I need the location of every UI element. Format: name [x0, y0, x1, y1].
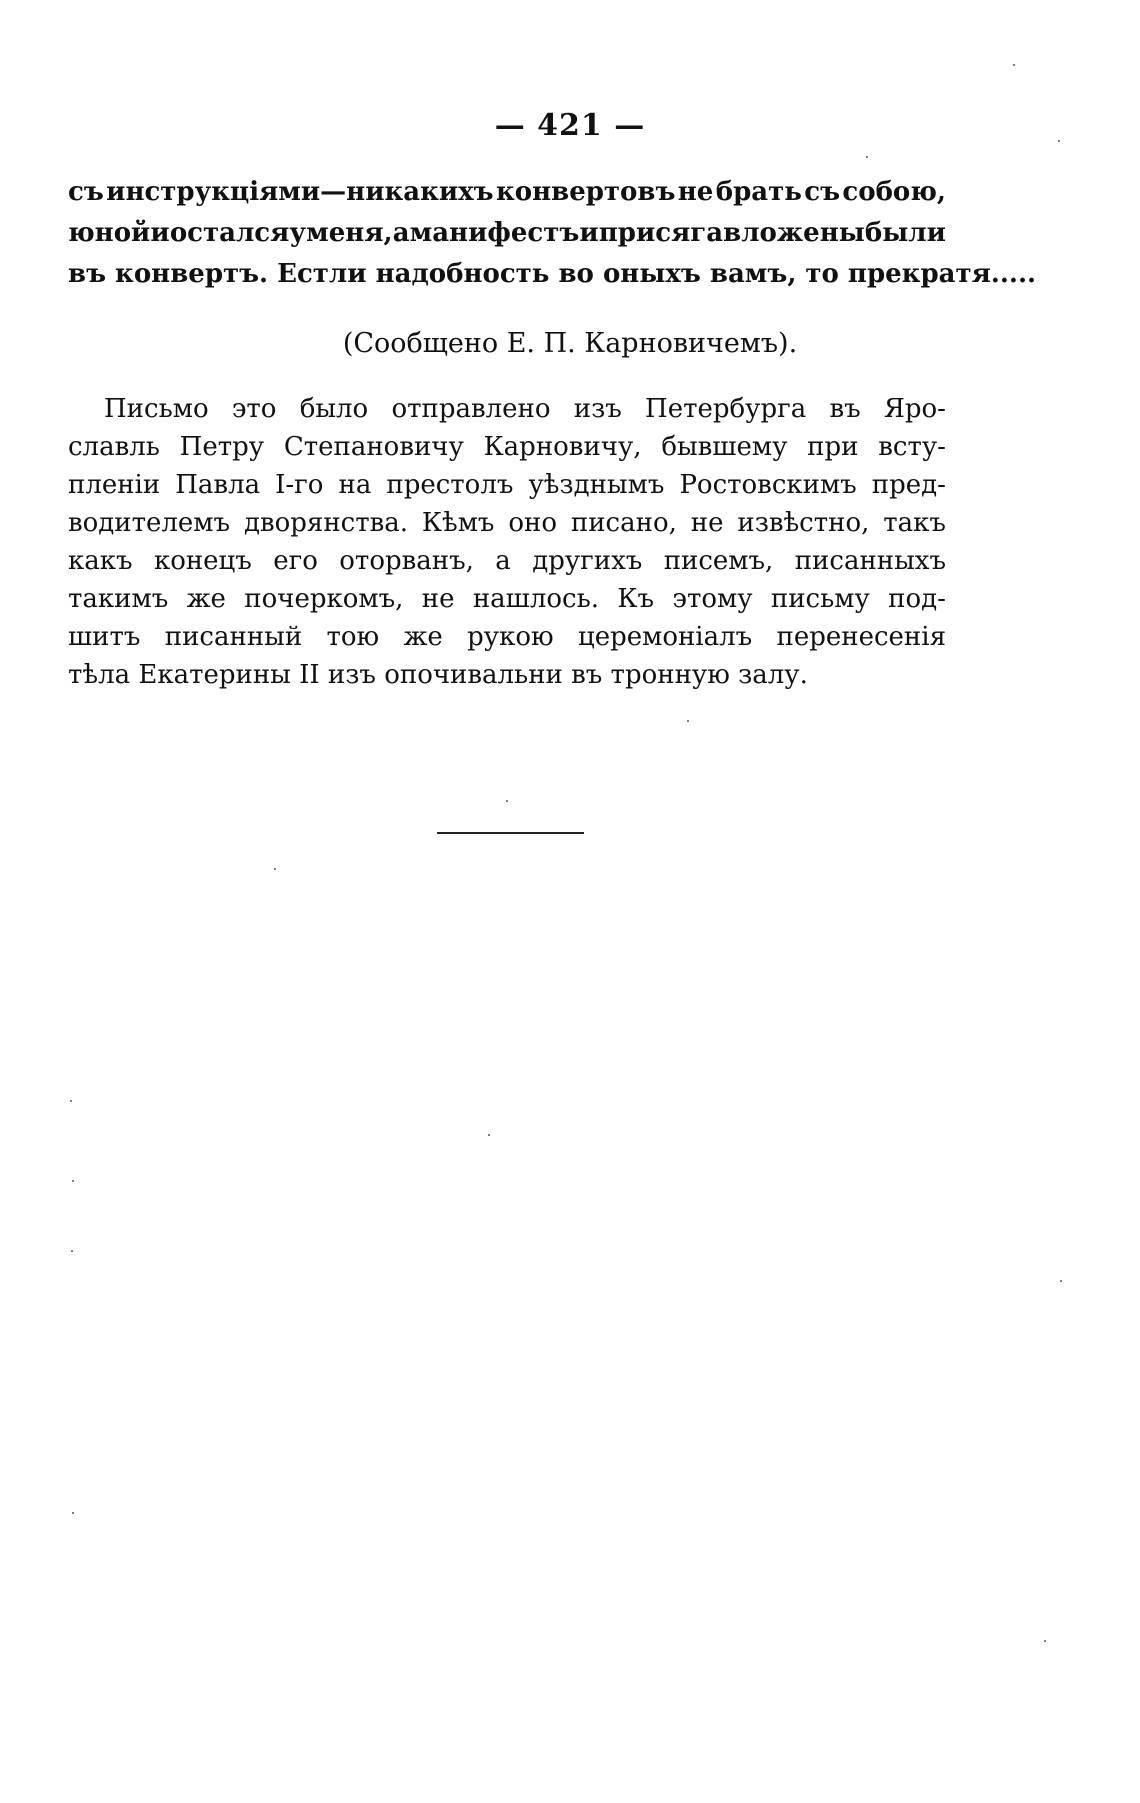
- word: славль: [68, 432, 160, 462]
- scan-speck: [1044, 1640, 1046, 1642]
- word: манифестъ: [409, 218, 580, 248]
- word: у: [289, 218, 307, 248]
- word: Ростовскимъ: [679, 470, 857, 500]
- scan-speck: [1060, 1280, 1062, 1282]
- word: нашлось.: [472, 584, 599, 614]
- word: Яро-: [883, 394, 946, 424]
- word: собою,: [842, 177, 946, 207]
- scan-speck: [71, 1250, 73, 1252]
- word: водителемъ: [68, 508, 231, 538]
- word: дворянства.: [243, 508, 408, 538]
- word: Петру: [179, 432, 265, 462]
- word: писанныхъ: [794, 546, 946, 576]
- word: другихъ: [532, 546, 643, 576]
- word: юной: [68, 218, 151, 248]
- word: писанный: [164, 622, 303, 652]
- paragraph-line-5: [68, 543, 946, 579]
- word: вложены: [723, 218, 865, 248]
- word: а: [392, 218, 410, 248]
- word: же: [403, 622, 443, 652]
- word: такимъ: [68, 584, 169, 614]
- word: писемъ,: [663, 546, 774, 576]
- word: не: [677, 177, 714, 207]
- word: какъ: [68, 546, 133, 576]
- word: меня,: [306, 218, 393, 248]
- word: бывшему: [661, 432, 788, 462]
- word: было: [299, 394, 369, 424]
- word: Кѣмъ: [421, 508, 495, 538]
- paragraph-line-6: [68, 581, 946, 617]
- word: тою: [326, 622, 380, 652]
- word: рукою: [467, 622, 554, 652]
- word: пред-: [871, 470, 946, 500]
- scan-speck: [274, 868, 276, 870]
- scan-speck: [72, 1512, 74, 1514]
- scan-speck: [488, 1134, 490, 1136]
- word: Петербурга: [645, 394, 807, 424]
- word: и: [579, 218, 599, 248]
- word: Степановичу: [283, 432, 464, 462]
- scan-speck: [866, 156, 868, 158]
- word: не: [421, 584, 455, 614]
- word: съ: [804, 177, 841, 207]
- word: же: [186, 584, 226, 614]
- word: при: [807, 432, 859, 462]
- word: присяга: [598, 218, 724, 248]
- word: престолъ: [386, 470, 514, 500]
- word: конецъ: [153, 546, 252, 576]
- word: шитъ: [68, 622, 141, 652]
- source-credit: (Сообщено Е. П. Карновичемъ).: [342, 328, 798, 359]
- quote-line-3: въ конвертъ. Естли надобность во оныхъ вамъ, то прекратя.....: [68, 259, 1037, 289]
- word: не: [690, 508, 724, 538]
- word: церемоніалъ: [577, 622, 753, 652]
- paragraph-line-4: [68, 505, 946, 541]
- word: въ: [829, 394, 861, 424]
- page-number: — 421 —: [494, 108, 646, 143]
- scan-speck: [1013, 64, 1015, 66]
- scan-speck: [70, 1100, 72, 1102]
- word: перенесенія: [776, 622, 946, 652]
- word: уѣзднымъ: [528, 470, 665, 500]
- word: I-го: [275, 470, 324, 500]
- word: это: [231, 394, 277, 424]
- word: остался: [169, 218, 290, 248]
- word: пленіи: [68, 470, 161, 500]
- word: изъ: [573, 394, 622, 424]
- quote-line-2: [68, 215, 946, 251]
- word: писано,: [570, 508, 677, 538]
- paragraph-line-1: [104, 391, 946, 427]
- paragraph-line-2: [68, 429, 946, 465]
- word: Павла: [175, 470, 261, 500]
- word: на: [338, 470, 372, 500]
- word: оно: [508, 508, 557, 538]
- scan-speck: [72, 1180, 74, 1182]
- word: а: [495, 546, 511, 576]
- word: извѣстно,: [737, 508, 870, 538]
- paragraph-line-8: тѣла Екатерины II изъ опочивальни въ тронную залу.: [68, 660, 808, 690]
- scan-speck: [506, 800, 508, 802]
- quote-line-1: [68, 174, 946, 210]
- paragraph-line-3: [68, 467, 946, 503]
- scan-speck: [687, 720, 689, 722]
- section-divider-rule: [437, 832, 584, 834]
- word: оторванъ,: [339, 546, 474, 576]
- word: инструкціями—никакихъ: [106, 177, 494, 207]
- word: и: [150, 218, 170, 248]
- word: Карновичу,: [483, 432, 642, 462]
- word: Письмо: [104, 394, 209, 424]
- scan-speck: [1058, 140, 1060, 142]
- word: почеркомъ,: [244, 584, 404, 614]
- word: отправлено: [391, 394, 551, 424]
- word: брать: [715, 177, 802, 207]
- word: всту-: [878, 432, 946, 462]
- word: его: [273, 546, 318, 576]
- word: такъ: [883, 508, 946, 538]
- word: были: [864, 218, 946, 248]
- word: съ: [68, 177, 104, 207]
- word: письму: [770, 584, 870, 614]
- word: конвертовъ: [496, 177, 676, 207]
- word: этому: [672, 584, 753, 614]
- word: Къ: [617, 584, 655, 614]
- word: под-: [888, 584, 946, 614]
- paragraph-line-7: [68, 619, 946, 655]
